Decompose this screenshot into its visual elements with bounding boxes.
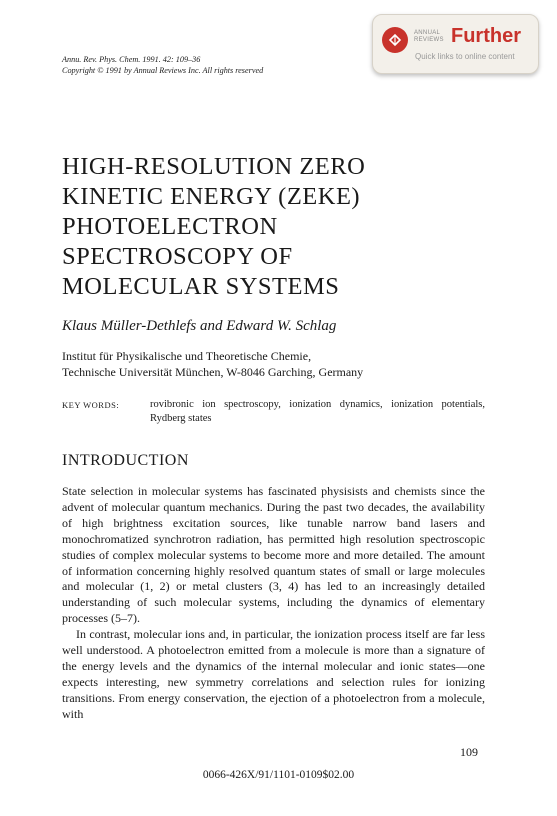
body-text [62,484,485,723]
keywords-block [62,398,485,426]
author-affiliation [62,348,363,380]
article-code: 0066-426X/91/1101-0109$02.00 [202,769,355,781]
paragraph: In contrast, molecular ions and, in particular, the ionization process itself are far less well understood. A photoelectron emitted from a molecule is more than a signature of the energy levels and the dynamics of the internal molecular and ionic states—one expects interesting, new symmetry correlations and selection rules for ionizing transitions. From energy conservation, the ejection of a photoelectron from a molecule, with [62,627,485,721]
title-line: HIGH-RESOLUTION ZERO [62,153,366,180]
journal-citation [62,54,263,76]
keywords-text: rovibronic ion spectroscopy, ionization dynamics, ionization potentials, Rydberg states [150,399,485,424]
title-line: MOLECULAR SYSTEMS [62,273,340,300]
badge-brand: ANNUAL REVIEWS [414,30,444,43]
further-link-badge[interactable] [372,14,539,74]
title-line: SPECTROSCOPY OF [62,243,293,270]
page-number: 109 [460,745,478,759]
citation-line-1: Annu. Rev. Phys. Chem. 1991. 42: 109–36 [62,55,201,64]
annual-reviews-logo-icon [382,27,408,53]
title-line: KINETIC ENERGY (ZEKE) [62,183,361,210]
badge-tagline: Quick links to online content [415,52,515,61]
affiliation-line-1: Institut für Physikalische und Theoretische Chemie, [62,349,312,363]
keywords-label: KEY WORDS: [62,400,120,410]
article-authors: Klaus Müller-Dethlefs and Edward W. Schlag [62,318,337,334]
paragraph: State selection in molecular systems has fascinated physisists and chemists since the advent of molecular quantum mechanics. During the past two decades, the availability of high brightness excitation sources, like tunable narrow band lasers and monochromatized synchrotron radiation, has permitted high resolution spectroscopic studies of complex molecular systems to become more and more detailed. The amount of information concerning highly resolved quantum states of small or large molecules and molecular (1, 2) or metal clusters (3, 4) has led to an increasingly detailed understanding of such molecular systems, including the dynamics of elementary processes (5–7). [62,484,485,626]
title-line: PHOTOELECTRON [62,213,278,240]
citation-line-2: Copyright © 1991 by Annual Reviews Inc. All rights reserved [62,66,264,75]
badge-further-label: Further [451,25,521,47]
affiliation-line-2: Technische Universität München, W-8046 Garching, Germany [62,365,364,379]
section-heading: INTRODUCTION [62,452,189,469]
article-title [62,152,365,302]
